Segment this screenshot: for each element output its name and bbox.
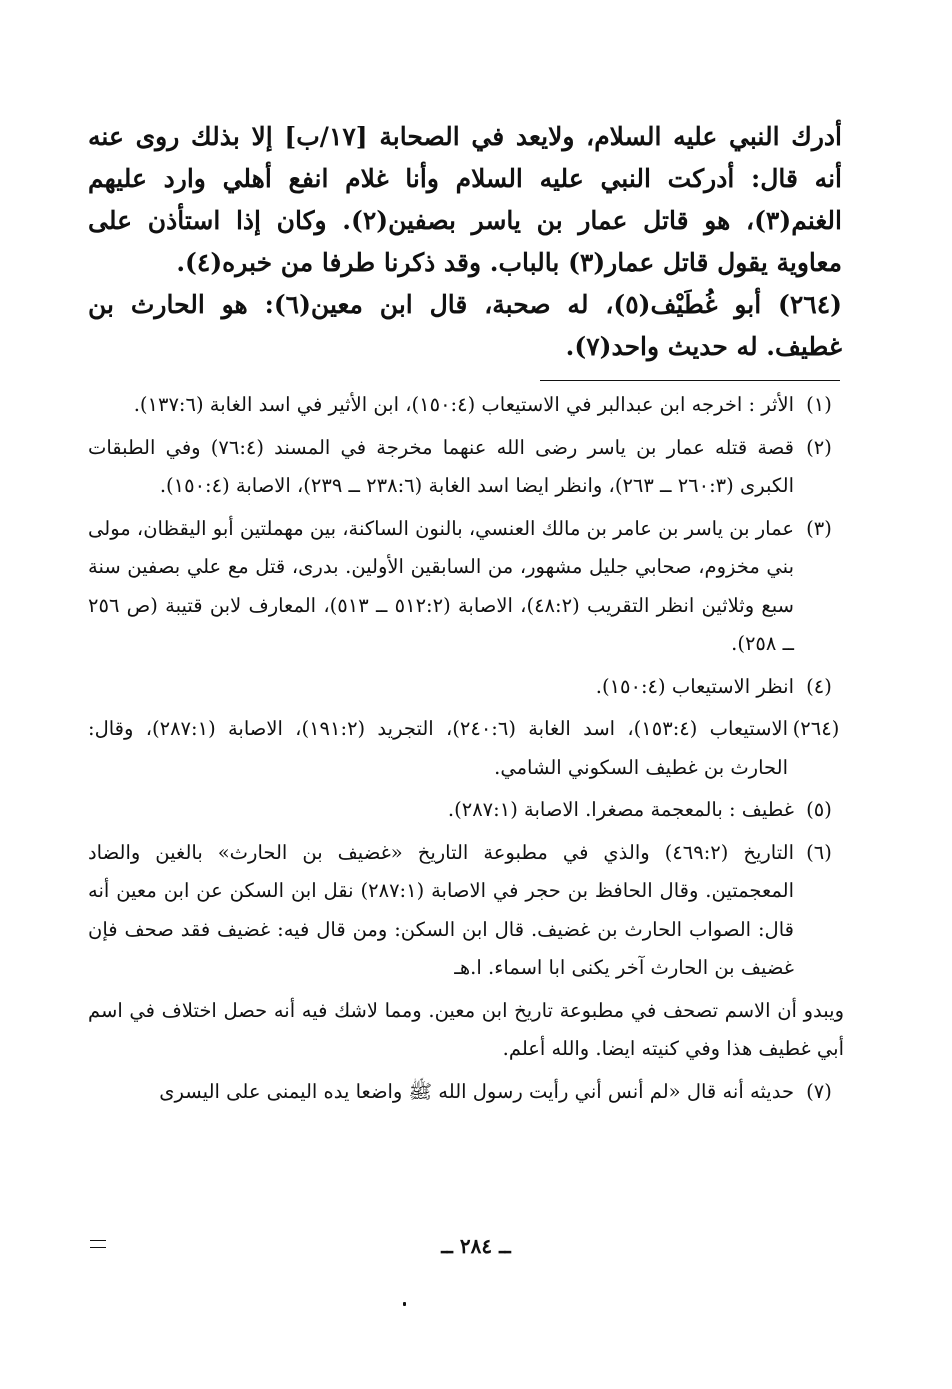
footnotes (88, 386, 844, 1115)
footnote-separator (540, 380, 840, 381)
footnote-text: انظر الاستيعاب (١٥٠:٤). (595, 674, 794, 698)
footnote (88, 1073, 844, 1112)
footnote-number: (١) (806, 393, 832, 416)
footnote-text: قصة قتله عمار بن ياسر رضى الله عنهما مخرجة في المسند (٧٦:٤) وفي الطبقات الكبرى (٢٦٠:٣ ــ ٢٦٣)، وانظر ايضا اسد الغابة (٢٣٨:٦ ــ ٢٣٩)، الاصابة (١٥٠:٤). (88, 435, 795, 497)
footnote-number: (٤) (806, 674, 832, 698)
footnote-continuation-text: ويبدو أن الاسم تصحف في مطبوعة تاريخ ابن معين. ومما لاشك فيه أنه حصل اختلاف في اسم أبي غطيف هذا وفي كنيته ايضا. والله أعلم. (88, 998, 844, 1060)
footnote-number: (٥) (806, 798, 832, 821)
footnote-continuation (88, 992, 844, 1069)
footnote-text: الأثر : اخرجه ابن عبدالبر في الاستيعاب (١٥٠:٤)، ابن الأثير في اسد الغابة (١٣٧:٦). (133, 393, 794, 416)
footnote-text: التاريخ (٤٦٩:٢) والذي في مطبوعة التاريخ «غضيف بن الحارث» بالغين والضاد المعجمتين. وقال الحافظ بن حجر في الاصابة (٢٨٧:١) نقل ابن السكن عن ابن معين أنه قال: الصواب الحارث بن غضيف. قال ابن السكن: ومن قال فيه: غضيف فقد صحف فإن غضيف بن الحارث آخر يكنى ابا اسماء. ا.هـ (88, 840, 794, 979)
footnote-number: (٧) (806, 1079, 832, 1103)
footnote (88, 791, 844, 830)
footnote-number: (٣) (806, 516, 832, 540)
footnote (88, 834, 844, 988)
footnote (88, 510, 844, 664)
footnote-text: عمار بن ياسر بن عامر بن مالك العنسي، بالنون الساكنة، بين مهملتين أبو اليقظان، مولى بني مخزوم، صحابي جليل مشهور، من السابقين الأولين. بدرى، قتل مع علي بصفين سنة سبع وثلاثين انظر التقريب (٤٨:٢)، الاصابة (٥١٢:٢ ــ ٥١٣)، المعارف لابن قتيبة (ص ٢٥٦ ــ ٢٥٨). (88, 516, 795, 655)
footnote (88, 429, 844, 506)
entry-note-text: الاستيعاب (١٥٣:٤)، اسد الغابة (٢٤٠:٦)، التجريد (١٩١:٢)، الاصابة (٢٨٧:١)، وقال: الحارث بن غطيف السكوني الشامي. (88, 717, 788, 779)
main-paragraph: أدرك النبي عليه السلام، ولايعد في الصحابة [١٧/ب] إلا بذلك روى عنه أنه قال: أدركت النبي عليه السلام وأنا غلام انفع أهلي وارد عليهم الغنم(٣)، هو قاتل عمار بن ياسر بصفين(٢). وكان إذا استأذن على معاوية يقول قاتل عمار(٣) بالباب. وقد ذكرنا طرفا من خبره(٤). (88, 122, 843, 277)
footnote-number: (٦) (806, 840, 832, 864)
footnote-number: (٢) (806, 435, 832, 459)
footnote (88, 668, 844, 707)
entry-note (88, 710, 844, 787)
footnote (88, 386, 844, 425)
entry-264: (٢٦٤) أبو غُطَيْف(٥)، له صحبة، قال ابن معين(٦): هو الحارث بن غطيف. له حديث واحد(٧). (88, 290, 842, 361)
page-number: ــ ٢٨٤ ــ (441, 1234, 511, 1258)
footnote-text: حديثه أنه قال «لم أنس أني رأيت رسول الله ﷺ واضعا يده اليمنى على اليسرى (159, 1079, 794, 1103)
speck (403, 1302, 406, 1306)
entry-note-number: (٢٦٤) (792, 717, 840, 740)
main-text (88, 116, 842, 368)
footnote-text: غطيف : بالمعجمة مصغرا. الاصابة (٢٨٧:١). (447, 798, 794, 821)
